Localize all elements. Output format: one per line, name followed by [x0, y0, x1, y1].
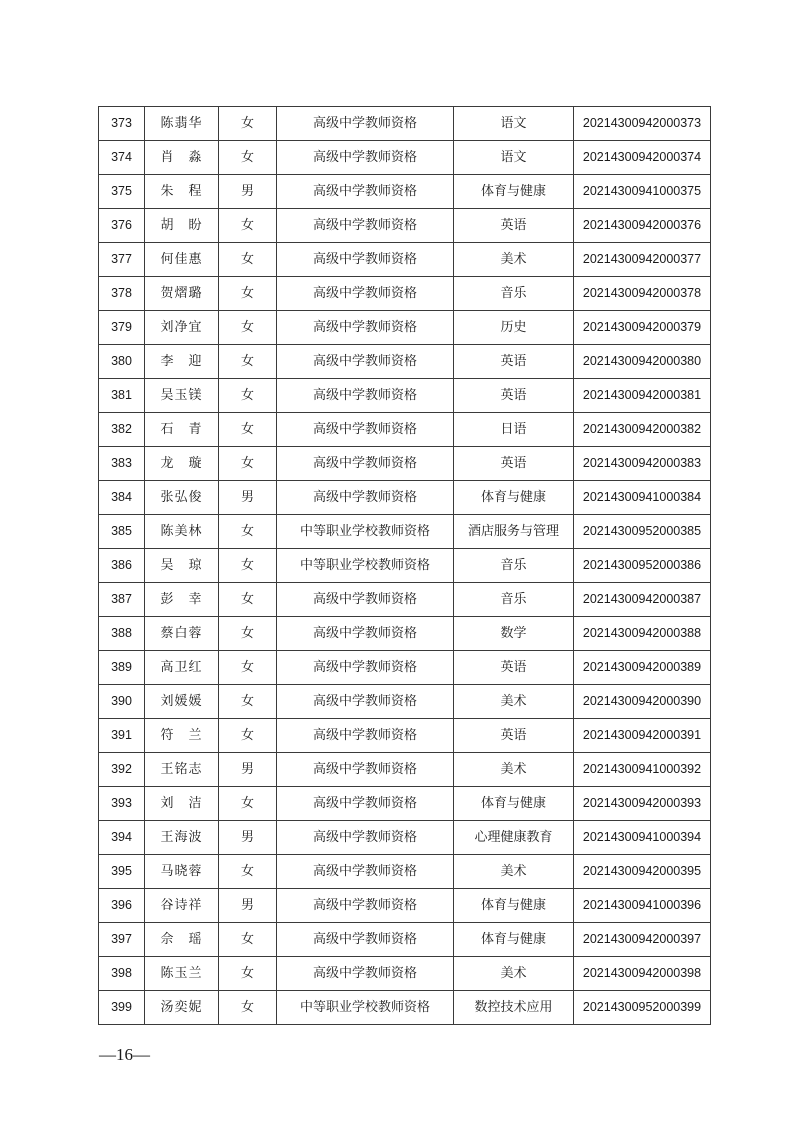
certificate-number-cell: 20214300942000388 — [574, 617, 711, 651]
row-number: 387 — [99, 583, 145, 617]
row-number: 388 — [99, 617, 145, 651]
certificate-number-cell: 20214300942000397 — [574, 923, 711, 957]
gender-cell: 女 — [219, 345, 277, 379]
qualification-cell: 中等职业学校教师资格 — [277, 515, 454, 549]
certificate-number-cell: 20214300942000382 — [574, 413, 711, 447]
row-number: 398 — [99, 957, 145, 991]
table-row — [99, 787, 711, 821]
qualification-cell: 高级中学教师资格 — [277, 787, 454, 821]
page-number: —16— — [99, 1045, 150, 1064]
subject-cell: 音乐 — [454, 583, 574, 617]
name-cell: 何佳惠 — [145, 243, 219, 277]
name-cell: 石 青 — [145, 413, 219, 447]
qualification-cell: 高级中学教师资格 — [277, 719, 454, 753]
table-row — [99, 447, 711, 481]
certificate-number-cell: 20214300942000381 — [574, 379, 711, 413]
row-number: 396 — [99, 889, 145, 923]
row-number: 385 — [99, 515, 145, 549]
name-cell: 胡 盼 — [145, 209, 219, 243]
table-row — [99, 481, 711, 515]
table-row — [99, 345, 711, 379]
subject-cell: 数学 — [454, 617, 574, 651]
certificate-number-cell: 20214300942000379 — [574, 311, 711, 345]
gender-cell: 女 — [219, 107, 277, 141]
row-number: 383 — [99, 447, 145, 481]
qualification-cell: 高级中学教师资格 — [277, 379, 454, 413]
certificate-number-cell: 20214300942000380 — [574, 345, 711, 379]
certificate-number-cell: 20214300942000390 — [574, 685, 711, 719]
certificate-number-cell: 20214300942000389 — [574, 651, 711, 685]
gender-cell: 女 — [219, 549, 277, 583]
subject-cell: 美术 — [454, 855, 574, 889]
certificate-number-cell: 20214300942000387 — [574, 583, 711, 617]
name-cell: 蔡白蓉 — [145, 617, 219, 651]
qualification-cell: 高级中学教师资格 — [277, 617, 454, 651]
certificate-number-cell: 20214300941000375 — [574, 175, 711, 209]
row-number: 391 — [99, 719, 145, 753]
table-row — [99, 107, 711, 141]
row-number: 399 — [99, 991, 145, 1025]
table-row — [99, 311, 711, 345]
row-number: 386 — [99, 549, 145, 583]
subject-cell: 日语 — [454, 413, 574, 447]
qualification-cell: 高级中学教师资格 — [277, 447, 454, 481]
subject-cell: 体育与健康 — [454, 481, 574, 515]
table-row — [99, 209, 711, 243]
gender-cell: 女 — [219, 311, 277, 345]
name-cell: 陈美林 — [145, 515, 219, 549]
teacher-certificate-table — [98, 106, 711, 1025]
qualification-cell: 高级中学教师资格 — [277, 277, 454, 311]
row-number: 379 — [99, 311, 145, 345]
subject-cell: 心理健康教育 — [454, 821, 574, 855]
row-number: 394 — [99, 821, 145, 855]
name-cell: 吴玉镁 — [145, 379, 219, 413]
certificate-number-cell: 20214300941000394 — [574, 821, 711, 855]
name-cell: 刘 洁 — [145, 787, 219, 821]
gender-cell: 女 — [219, 277, 277, 311]
name-cell: 陈玉兰 — [145, 957, 219, 991]
gender-cell: 女 — [219, 991, 277, 1025]
subject-cell: 体育与健康 — [454, 175, 574, 209]
qualification-cell: 高级中学教师资格 — [277, 855, 454, 889]
name-cell: 朱 程 — [145, 175, 219, 209]
row-number: 382 — [99, 413, 145, 447]
qualification-cell: 高级中学教师资格 — [277, 583, 454, 617]
qualification-cell: 高级中学教师资格 — [277, 345, 454, 379]
qualification-cell: 高级中学教师资格 — [277, 753, 454, 787]
certificate-number-cell: 20214300942000378 — [574, 277, 711, 311]
subject-cell: 英语 — [454, 447, 574, 481]
row-number: 378 — [99, 277, 145, 311]
gender-cell: 女 — [219, 651, 277, 685]
row-number: 395 — [99, 855, 145, 889]
gender-cell: 女 — [219, 447, 277, 481]
name-cell: 汤奕妮 — [145, 991, 219, 1025]
row-number: 377 — [99, 243, 145, 277]
row-number: 373 — [99, 107, 145, 141]
gender-cell: 女 — [219, 243, 277, 277]
name-cell: 刘媛媛 — [145, 685, 219, 719]
certificate-number-cell: 20214300952000386 — [574, 549, 711, 583]
qualification-cell: 高级中学教师资格 — [277, 311, 454, 345]
certificate-number-cell: 20214300942000395 — [574, 855, 711, 889]
subject-cell: 美术 — [454, 957, 574, 991]
subject-cell: 语文 — [454, 141, 574, 175]
qualification-cell: 中等职业学校教师资格 — [277, 991, 454, 1025]
subject-cell: 数控技术应用 — [454, 991, 574, 1025]
table-row — [99, 991, 711, 1025]
gender-cell: 男 — [219, 481, 277, 515]
gender-cell: 女 — [219, 583, 277, 617]
name-cell: 刘净宜 — [145, 311, 219, 345]
qualification-cell: 高级中学教师资格 — [277, 107, 454, 141]
gender-cell: 女 — [219, 141, 277, 175]
name-cell: 高卫红 — [145, 651, 219, 685]
gender-cell: 女 — [219, 855, 277, 889]
qualification-cell: 高级中学教师资格 — [277, 481, 454, 515]
certificate-number-cell: 20214300942000393 — [574, 787, 711, 821]
qualification-cell: 高级中学教师资格 — [277, 175, 454, 209]
name-cell: 张弘俊 — [145, 481, 219, 515]
qualification-cell: 高级中学教师资格 — [277, 243, 454, 277]
gender-cell: 女 — [219, 413, 277, 447]
name-cell: 贺熠璐 — [145, 277, 219, 311]
name-cell: 佘 瑶 — [145, 923, 219, 957]
gender-cell: 女 — [219, 685, 277, 719]
gender-cell: 女 — [219, 719, 277, 753]
row-number: 392 — [99, 753, 145, 787]
certificate-number-cell: 20214300941000392 — [574, 753, 711, 787]
table-row — [99, 617, 711, 651]
certificate-number-cell: 20214300942000377 — [574, 243, 711, 277]
row-number: 384 — [99, 481, 145, 515]
row-number: 381 — [99, 379, 145, 413]
table-row — [99, 413, 711, 447]
gender-cell: 女 — [219, 515, 277, 549]
certificate-number-cell: 20214300942000383 — [574, 447, 711, 481]
qualification-cell: 高级中学教师资格 — [277, 957, 454, 991]
table-row — [99, 719, 711, 753]
subject-cell: 英语 — [454, 719, 574, 753]
subject-cell: 体育与健康 — [454, 923, 574, 957]
table-body — [99, 107, 711, 1025]
row-number: 389 — [99, 651, 145, 685]
table-row — [99, 855, 711, 889]
table-row — [99, 821, 711, 855]
name-cell: 马晓蓉 — [145, 855, 219, 889]
certificate-number-cell: 20214300942000376 — [574, 209, 711, 243]
row-number: 393 — [99, 787, 145, 821]
qualification-cell: 高级中学教师资格 — [277, 651, 454, 685]
gender-cell: 女 — [219, 379, 277, 413]
qualification-cell: 高级中学教师资格 — [277, 821, 454, 855]
certificate-number-cell: 20214300942000374 — [574, 141, 711, 175]
table-row — [99, 889, 711, 923]
qualification-cell: 中等职业学校教师资格 — [277, 549, 454, 583]
row-number: 374 — [99, 141, 145, 175]
certificate-number-cell: 20214300952000385 — [574, 515, 711, 549]
certificate-number-cell: 20214300952000399 — [574, 991, 711, 1025]
name-cell: 陈翡华 — [145, 107, 219, 141]
gender-cell: 女 — [219, 209, 277, 243]
certificate-number-cell: 20214300942000373 — [574, 107, 711, 141]
row-number: 376 — [99, 209, 145, 243]
gender-cell: 女 — [219, 957, 277, 991]
certificate-number-cell: 20214300942000398 — [574, 957, 711, 991]
subject-cell: 美术 — [454, 685, 574, 719]
row-number: 380 — [99, 345, 145, 379]
qualification-cell: 高级中学教师资格 — [277, 889, 454, 923]
table-row — [99, 549, 711, 583]
name-cell: 符 兰 — [145, 719, 219, 753]
table-row — [99, 243, 711, 277]
qualification-cell: 高级中学教师资格 — [277, 413, 454, 447]
name-cell: 龙 璇 — [145, 447, 219, 481]
subject-cell: 美术 — [454, 753, 574, 787]
gender-cell: 男 — [219, 753, 277, 787]
table-row — [99, 515, 711, 549]
certificate-number-cell: 20214300941000384 — [574, 481, 711, 515]
gender-cell: 女 — [219, 617, 277, 651]
gender-cell: 男 — [219, 821, 277, 855]
table-row — [99, 651, 711, 685]
name-cell: 彭 幸 — [145, 583, 219, 617]
gender-cell: 女 — [219, 787, 277, 821]
name-cell: 王海波 — [145, 821, 219, 855]
table-row — [99, 753, 711, 787]
row-number: 375 — [99, 175, 145, 209]
subject-cell: 美术 — [454, 243, 574, 277]
name-cell: 肖 淼 — [145, 141, 219, 175]
gender-cell: 女 — [219, 923, 277, 957]
subject-cell: 英语 — [454, 379, 574, 413]
subject-cell: 酒店服务与管理 — [454, 515, 574, 549]
table-row — [99, 583, 711, 617]
subject-cell: 语文 — [454, 107, 574, 141]
table-row — [99, 685, 711, 719]
gender-cell: 男 — [219, 889, 277, 923]
certificate-number-cell: 20214300942000391 — [574, 719, 711, 753]
table-row — [99, 141, 711, 175]
subject-cell: 英语 — [454, 651, 574, 685]
table-row — [99, 277, 711, 311]
name-cell: 谷诗祥 — [145, 889, 219, 923]
qualification-cell: 高级中学教师资格 — [277, 141, 454, 175]
name-cell: 吴 琼 — [145, 549, 219, 583]
subject-cell: 体育与健康 — [454, 889, 574, 923]
table-row — [99, 379, 711, 413]
subject-cell: 历史 — [454, 311, 574, 345]
gender-cell: 男 — [219, 175, 277, 209]
qualification-cell: 高级中学教师资格 — [277, 685, 454, 719]
qualification-cell: 高级中学教师资格 — [277, 209, 454, 243]
subject-cell: 音乐 — [454, 549, 574, 583]
table-row — [99, 957, 711, 991]
subject-cell: 体育与健康 — [454, 787, 574, 821]
row-number: 390 — [99, 685, 145, 719]
subject-cell: 音乐 — [454, 277, 574, 311]
subject-cell: 英语 — [454, 345, 574, 379]
table-row — [99, 175, 711, 209]
subject-cell: 英语 — [454, 209, 574, 243]
qualification-cell: 高级中学教师资格 — [277, 923, 454, 957]
name-cell: 王铭志 — [145, 753, 219, 787]
row-number: 397 — [99, 923, 145, 957]
name-cell: 李 迎 — [145, 345, 219, 379]
certificate-number-cell: 20214300941000396 — [574, 889, 711, 923]
table-row — [99, 923, 711, 957]
